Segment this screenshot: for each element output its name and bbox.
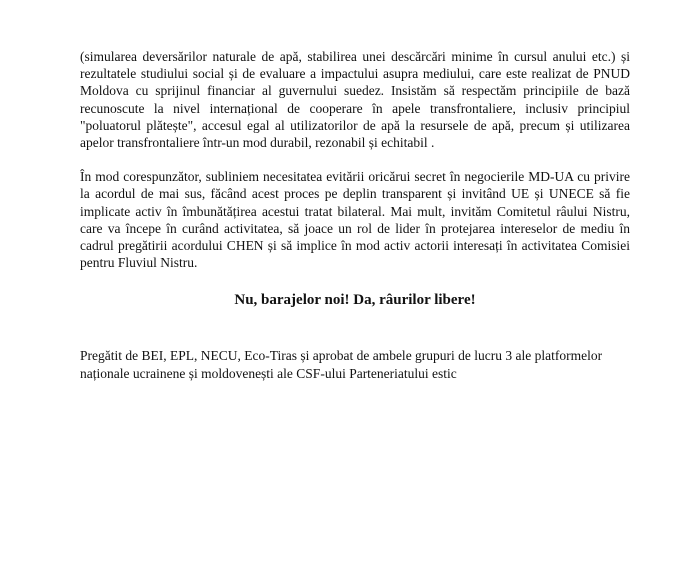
paragraph-environmental-principles: (simularea deversărilor naturale de apă, stabilirea unei descărcări minime în cursul anului etc.) și rezultatele studiului social și de evaluare a impactului asupra mediului, care este realizat de PNUD Moldova cu sprijinul financiar al guvernului suedez. Insistăm să respectăm principiile de bază recunoscute la nivel internațional de cooperare în apele transfrontaliere, inclusiv principiul "poluatorul plătește", accesul egal al utilizatorilor de apă la resursele de apă, precum și utilizarea apelor transfrontaliere într-un mod durabil, rezonabil și echitabil . [80,49,630,151]
document-page [80,48,630,382]
credits-paragraph: Pregătit de BEI, EPL, NECU, Eco-Tiras și aprobat de ambele grupuri de lucru 3 ale platformelor naționale ucrainene și moldovenești ale CSF-ului Parteneriatului estic [80,348,603,381]
slogan-heading: Nu, barajelor noi! Da, râurilor libere! [234,292,476,309]
paragraph-negotiations-transparency: În mod corespunzător, subliniem necesitatea evitării oricărui secret în negocierile MD-UA cu privire la acordul de mai sus, făcând acest proces pe deplin transparent și invitând UE și UNECE să fie implicate activ în îmbunătățirea acestui tratat bilateral. Mai mult, invităm Comitetul râului Nistru, care va începe în curând activitatea, să joace un rol de lider în protejarea intereselor de mediu în cadrul pregătirii acordului CHEN și să implice în mod activ actorii interesați în activitatea Comisiei pentru Fluviul Nistru. [80,169,630,271]
